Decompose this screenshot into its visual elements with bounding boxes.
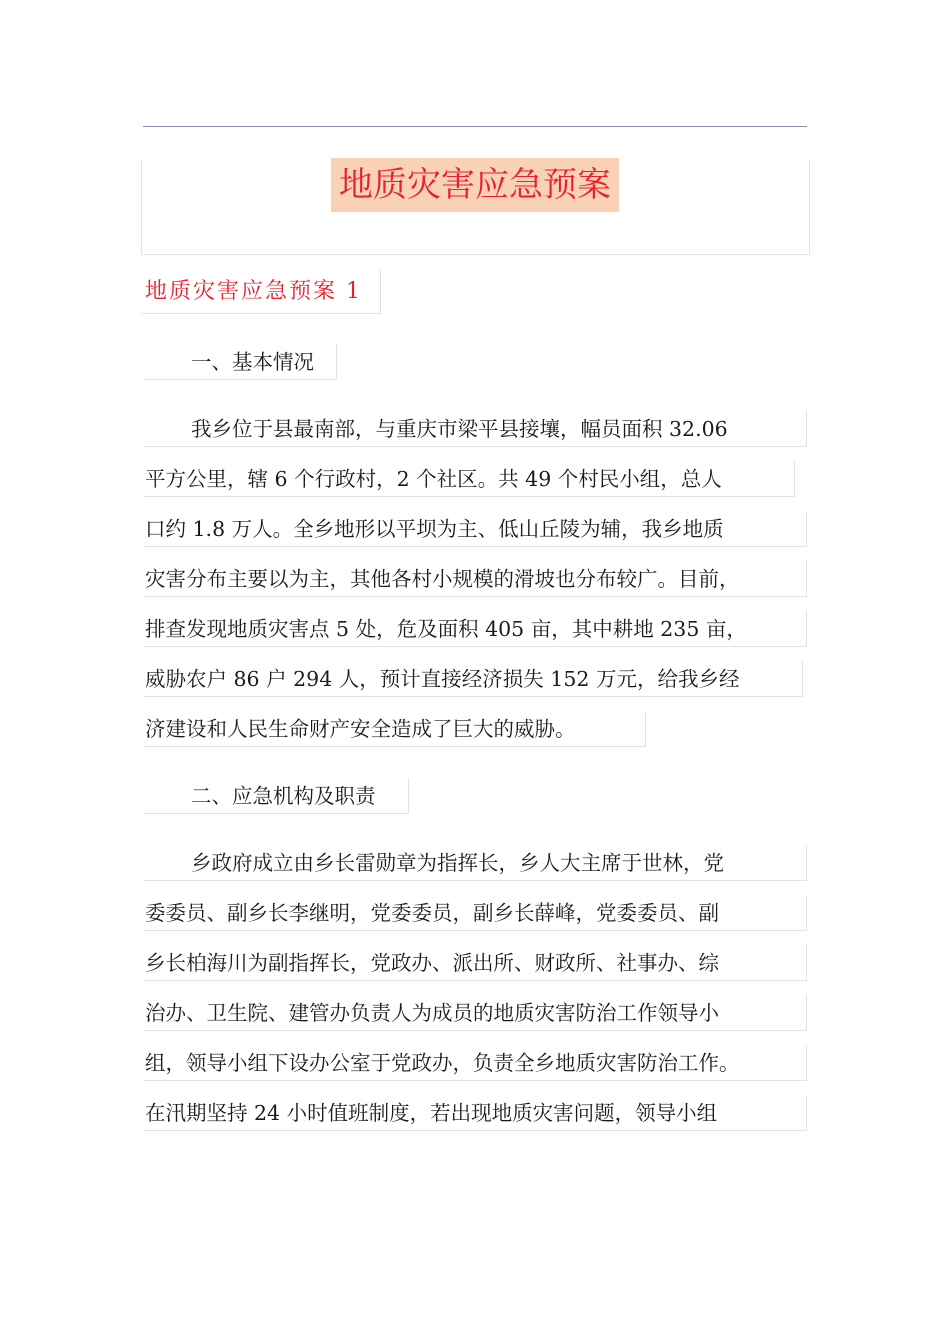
para2-line: 乡政府成立由乡长雷勋章为指挥长，乡人大主席于世林，党 (143, 845, 807, 881)
para1-line: 我乡位于县最南部，与重庆市梁平县接壤，幅员面积 32.06 (143, 411, 807, 447)
para1-line: 平方公里，辖 6 个行政村，2 个社区。共 49 个村民小组，总人 (143, 461, 795, 497)
para1-line: 济建设和人民生命财产安全造成了巨大的威胁。 (143, 711, 646, 747)
para1-line: 口约 1.8 万人。全乡地形以平坝为主、低山丘陵为辅，我乡地质 (143, 511, 807, 547)
section-title: 地质灾害应急预案 1 (141, 270, 381, 314)
para1-line: 灾害分布主要以为主，其他各村小规模的滑坡也分布较广。目前， (143, 561, 807, 597)
para1-line: 威胁农户 86 户 294 人，预计直接经济损失 152 万元，给我乡经 (143, 661, 803, 697)
para2-line: 治办、卫生院、建管办负责人为成员的地质灾害防治工作领导小 (143, 995, 807, 1031)
para1-line: 排查发现地质灾害点 5 处，危及面积 405 亩，其中耕地 235 亩， (143, 611, 807, 647)
para2-line: 委委员、副乡长李继明，党委委员，副乡长薛峰，党委委员、副 (143, 895, 807, 931)
para2-line: 乡长柏海川为副指挥长，党政办、派出所、财政所、社事办、综 (143, 945, 807, 981)
para2-line: 在汛期坚持 24 小时值班制度，若出现地质灾害问题，领导小组 (143, 1095, 807, 1131)
heading-emergency-org: 二、应急机构及职责 (143, 778, 409, 814)
heading-basic-info: 一、基本情况 (143, 344, 337, 380)
document-title: 地质灾害应急预案 (331, 158, 619, 212)
para2-line: 组，领导小组下设办公室于党政办，负责全乡地质灾害防治工作。 (143, 1045, 807, 1081)
top-rule (143, 126, 807, 127)
